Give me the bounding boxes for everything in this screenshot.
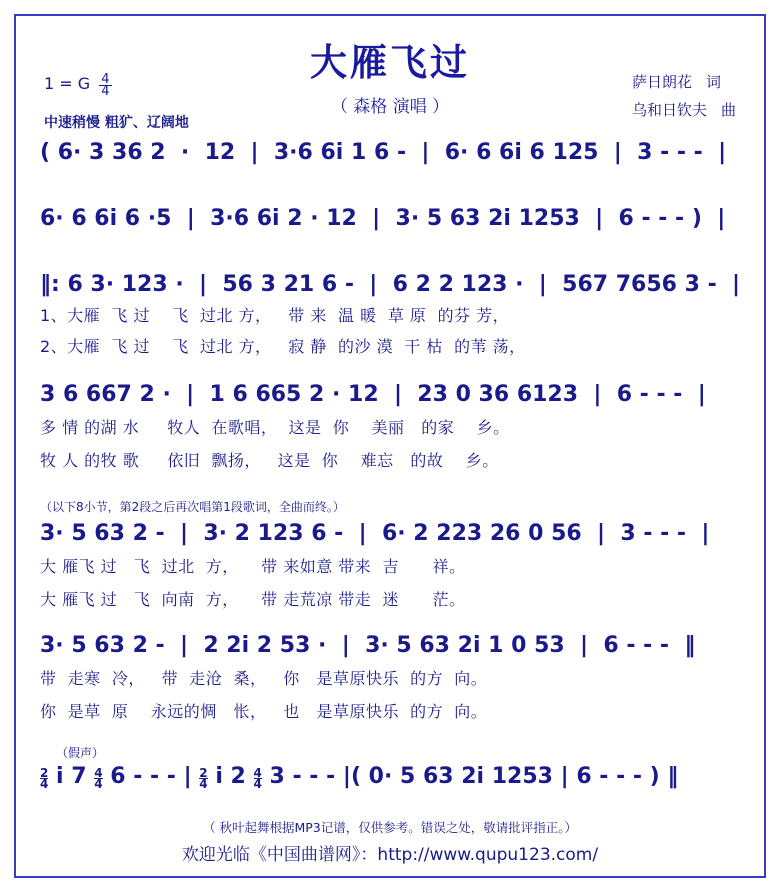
singer-line: （ 森格 演唱 ） (330, 97, 450, 117)
coda-meter-1-num: 2 (40, 766, 49, 780)
site-credit: 欢迎光临《中国曲谱网》：http://www.qupu123.com/ (181, 845, 599, 865)
coda-meter-4-num: 4 (253, 766, 262, 780)
coda-notes-1: i 7 (56, 764, 87, 789)
falsetto-label: （假声） (56, 746, 105, 760)
coda-meter-1 (40, 768, 48, 789)
transcription-note: （ 秋叶起舞根据MP3记谱，仅供参考。错误之处，敬请批评指正。） (202, 820, 577, 835)
time-signature (99, 74, 111, 97)
coda-meter-2 (94, 768, 102, 789)
coda-meter-4-den: 4 (253, 777, 262, 791)
lyric-row-2: 大 雁飞 过 飞 向南 方， 带 走荒凉 带走 迷 茫。 (40, 590, 466, 609)
composer-row (632, 96, 736, 124)
sheet-music-page (14, 14, 766, 878)
credits-block (632, 68, 736, 124)
music-line-verse-4 (40, 633, 744, 722)
tempo-marking: 中速稍慢 粗犷、辽阔地 (44, 115, 189, 131)
coda-notes-5: ( 0· 5 63 2i 1253 (350, 764, 553, 789)
key-label: 1 = G (44, 74, 91, 93)
time-signature-numerator: 4 (101, 72, 110, 87)
lyric-row-1: 带 走寒 冷， 带 走沧 桑， 你 是草原快乐 的方 向。 (40, 669, 488, 688)
coda-notes-6: 6 - - - ) ‖ (576, 764, 679, 789)
notation-row: 3 6 667 2 · | 1 6 665 2 · 12 | 23 0 36 6123 | 6 - - - | (40, 382, 706, 407)
music-line-verse-1 (40, 272, 744, 357)
coda-meter-2-den: 4 (94, 777, 103, 791)
lyric-row-1: 多 情 的湖 水 牧人 在歌唱， 这是 你 美丽 的家 乡。 (40, 418, 510, 437)
notation-row: ‖: 6 3· 123 · | 56 3 21 6 - | 6 2 2 123 · | 567 7656 3 - | (40, 272, 741, 297)
composer-name: 乌和日钦夫 (631, 101, 707, 119)
sheet-inner (16, 16, 764, 876)
music-line-coda (40, 764, 744, 789)
page-title: 大雁飞过 (310, 41, 470, 84)
lyric-row-2: 牧 人 的牧 歌 依旧 飘扬， 这是 你 难忘 的故 乡。 (40, 451, 499, 470)
music-line-verse-3 (40, 521, 744, 610)
coda-notes-4: 3 - - - (269, 764, 336, 789)
coda-meter-2-num: 4 (94, 766, 103, 780)
coda-meter-3-num: 2 (199, 766, 208, 780)
lyric-row-1: 大 雁飞 过 飞 过北 方， 带 来如意 带来 吉 祥。 (40, 557, 466, 576)
lyricist-name: 萨日朗花 (631, 73, 692, 91)
performance-note: （以下8小节，第2段之后再次唱第1段歌词，全曲而终。） (40, 500, 345, 514)
notation-row: 3· 5 63 2 - | 3· 2 123 6 - | 6· 2 223 26 0 56 | 3 - - - | (40, 521, 710, 546)
coda-notes-3: i 2 (215, 764, 246, 789)
coda-notation: $\frac{2}{4}$ i 7 $\frac{4}{4}$ 6 - - - | $\frac{2}{4}$ i 2 $\frac{4}{4}$ 3 - - - |( 0· 5 63 2i 1253 | 6 - - - ) ‖ (40, 764, 679, 791)
notation-row: ( 6· 3 36 2 · 12 | 3·6 6i 1 6 - | 6· 6 6i 6 125 | 3 - - - | (40, 140, 727, 165)
music-line-intro-1 (40, 140, 744, 166)
coda-meter-3-den: 4 (199, 777, 208, 791)
lyric-row-1: 1、大雁 飞 过 飞 过北 方， 带 来 温 暖 草 原 的芬 芳， (40, 306, 510, 325)
notation-row: 3· 5 63 2 - | 2 2i 2 53 · | 3· 5 63 2i 1 0 53 | 6 - - - ‖ (40, 633, 696, 658)
coda-notes-2: 6 - - - (110, 764, 176, 789)
composer-role: 曲 (720, 101, 736, 119)
coda-meter-1-den: 4 (40, 777, 49, 791)
notation-row: 6· 6 6i 6 ·5 | 3·6 6i 2 · 12 | 3· 5 63 2i 1253 | 6 - - - ) | (40, 206, 726, 231)
lyric-row-2: 2、大雁 飞 过 飞 过北 方， 寂 静 的沙 漠 干 枯 的苇 荡， (40, 337, 526, 356)
lyric-row-2: 你 是草 原 永远的惆 怅， 也 是草原快乐 的方 向。 (40, 702, 488, 721)
music-line-intro-2 (40, 206, 744, 232)
lyricist-row (632, 68, 736, 96)
coda-meter-3 (199, 768, 207, 789)
key-signature (44, 74, 112, 97)
lyricist-role: 词 (705, 73, 721, 91)
time-signature-denominator: 4 (101, 84, 110, 99)
music-line-verse-2 (40, 382, 744, 471)
coda-meter-4 (254, 768, 262, 789)
